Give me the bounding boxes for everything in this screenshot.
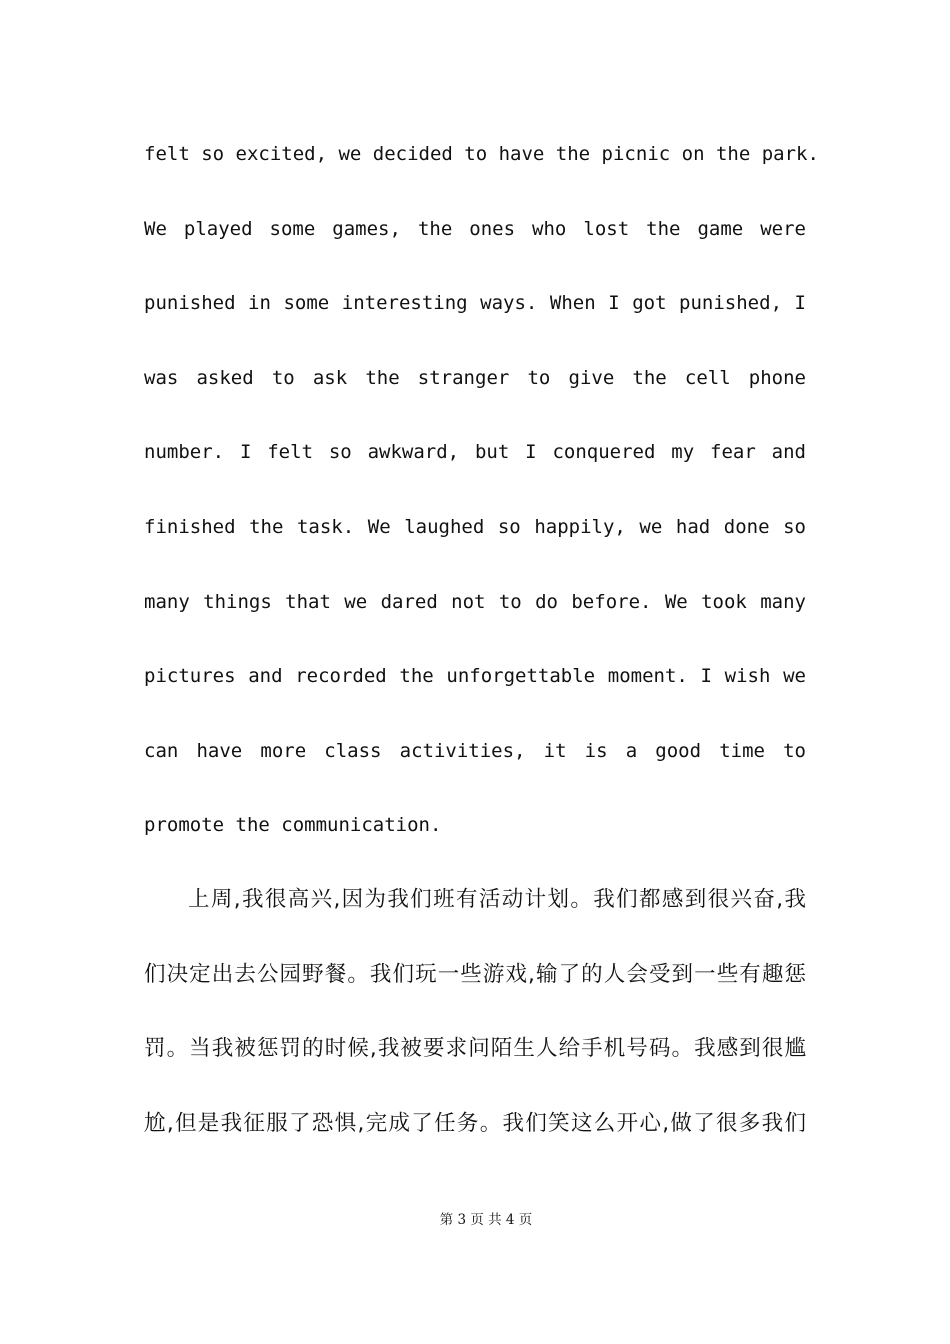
- english-line-last: promote the communication.: [144, 814, 442, 837]
- document-body: [144, 133, 819, 1177]
- english-line: finished the task. We laughed so happily, we had done so: [144, 515, 806, 538]
- chinese-line: 尬,但是我征服了恐惧,完成了任务。我们笑这么开心,做了很多我们: [144, 1110, 806, 1136]
- english-line: number. I felt so awkward, but I conquered my fear and: [144, 441, 806, 464]
- english-line: many things that we dared not to do before. We took many: [144, 590, 806, 613]
- english-line: We played some games, the ones who lost the game were: [144, 217, 806, 240]
- english-line: was asked to ask the stranger to give the cell phone: [144, 366, 806, 389]
- chinese-line: 罚。当我被惩罚的时候,我被要求问陌生人给手机号码。我感到很尴: [144, 1036, 806, 1062]
- english-line: punished in some interesting ways. When I got punished, I: [144, 292, 806, 315]
- english-line: felt so excited, we decided to have the picnic on the park.: [144, 143, 819, 165]
- english-line: can have more class activities, it is a good time to: [144, 739, 806, 762]
- chinese-line: 们决定出去公园野餐。我们玩一些游戏,输了的人会受到一些有趣惩: [144, 961, 806, 987]
- page-number-footer: 第 3 页 共 4 页: [439, 1212, 533, 1228]
- english-line: pictures and recorded the unforgettable moment. I wish we: [144, 665, 806, 688]
- chinese-paragraph-first-line: 上周,我很高兴,因为我们班有活动计划。我们都感到很兴奋,我: [188, 886, 806, 912]
